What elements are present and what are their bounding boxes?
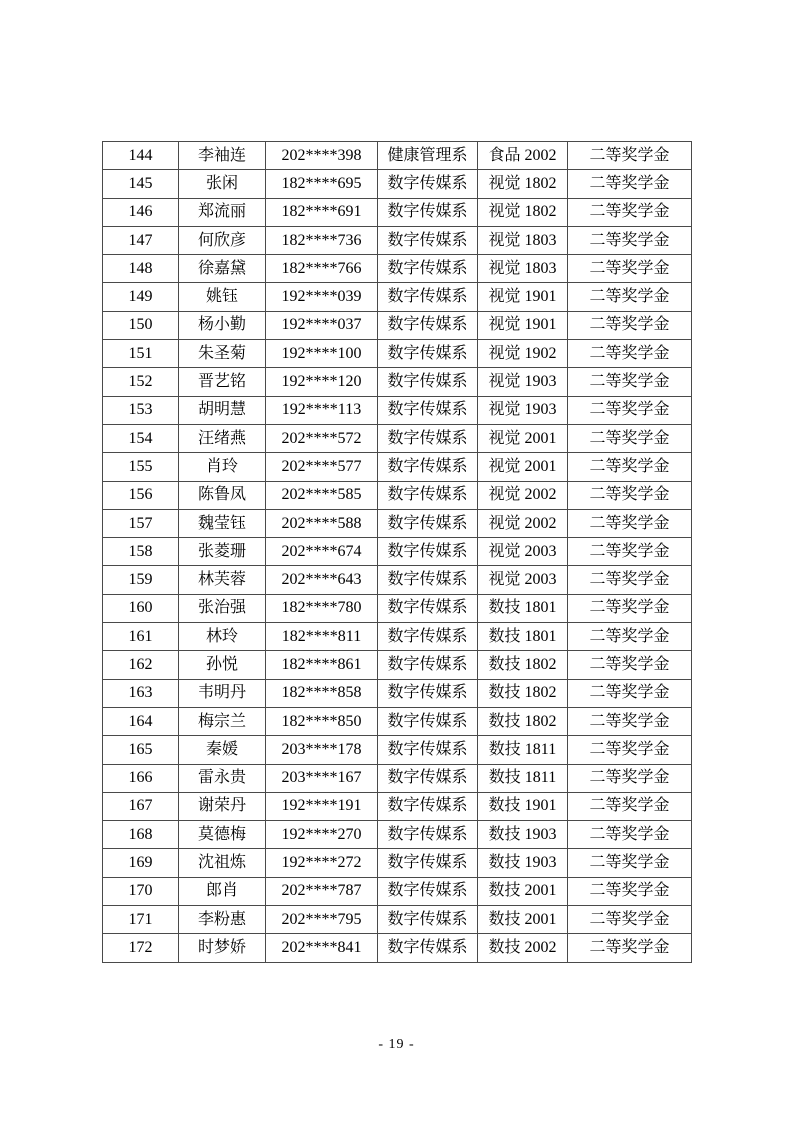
cell-student-id: 192****039	[266, 283, 378, 311]
cell-department: 数字传媒系	[378, 311, 478, 339]
cell-serial-number: 165	[103, 736, 179, 764]
cell-award: 二等奖学金	[568, 424, 692, 452]
cell-student-id: 202****674	[266, 538, 378, 566]
cell-student-name: 魏莹钰	[179, 509, 266, 537]
cell-class: 视觉 1901	[478, 311, 568, 339]
cell-class: 视觉 1903	[478, 396, 568, 424]
cell-student-name: 梅宗兰	[179, 707, 266, 735]
table-row	[103, 764, 692, 792]
cell-class: 视觉 1903	[478, 368, 568, 396]
cell-serial-number: 144	[103, 142, 179, 170]
cell-department: 数字传媒系	[378, 623, 478, 651]
cell-student-id: 202****841	[266, 934, 378, 962]
cell-award: 二等奖学金	[568, 255, 692, 283]
cell-student-name: 张菱珊	[179, 538, 266, 566]
cell-student-name: 郑流丽	[179, 198, 266, 226]
cell-student-name: 姚钰	[179, 283, 266, 311]
cell-student-id: 182****811	[266, 623, 378, 651]
cell-student-id: 182****736	[266, 226, 378, 254]
cell-student-id: 182****780	[266, 594, 378, 622]
cell-department: 数字传媒系	[378, 707, 478, 735]
cell-student-name: 肖玲	[179, 453, 266, 481]
cell-student-name: 李袖连	[179, 142, 266, 170]
table-row	[103, 170, 692, 198]
cell-award: 二等奖学金	[568, 877, 692, 905]
cell-department: 数字传媒系	[378, 340, 478, 368]
cell-student-name: 郎肖	[179, 877, 266, 905]
scholarship-table-body	[103, 142, 692, 963]
cell-award: 二等奖学金	[568, 453, 692, 481]
cell-department: 数字传媒系	[378, 481, 478, 509]
table-row	[103, 142, 692, 170]
cell-award: 二等奖学金	[568, 934, 692, 962]
cell-class: 数技 2002	[478, 934, 568, 962]
cell-department: 数字传媒系	[378, 368, 478, 396]
cell-department: 数字传媒系	[378, 255, 478, 283]
cell-student-id: 182****766	[266, 255, 378, 283]
cell-class: 数技 2001	[478, 906, 568, 934]
table-row	[103, 509, 692, 537]
cell-class: 视觉 1802	[478, 170, 568, 198]
cell-student-id: 192****272	[266, 849, 378, 877]
cell-class: 视觉 1902	[478, 340, 568, 368]
table-row	[103, 821, 692, 849]
cell-student-id: 192****037	[266, 311, 378, 339]
cell-award: 二等奖学金	[568, 538, 692, 566]
cell-award: 二等奖学金	[568, 651, 692, 679]
cell-serial-number: 169	[103, 849, 179, 877]
cell-student-name: 林芙蓉	[179, 566, 266, 594]
cell-student-id: 202****585	[266, 481, 378, 509]
cell-award: 二等奖学金	[568, 340, 692, 368]
cell-student-id: 202****577	[266, 453, 378, 481]
cell-department: 数字传媒系	[378, 906, 478, 934]
cell-department: 数字传媒系	[378, 226, 478, 254]
table-row	[103, 679, 692, 707]
cell-student-id: 182****695	[266, 170, 378, 198]
table-row	[103, 538, 692, 566]
table-row	[103, 481, 692, 509]
cell-award: 二等奖学金	[568, 707, 692, 735]
cell-serial-number: 158	[103, 538, 179, 566]
cell-department: 数字传媒系	[378, 170, 478, 198]
cell-student-id: 192****191	[266, 792, 378, 820]
cell-serial-number: 171	[103, 906, 179, 934]
cell-award: 二等奖学金	[568, 481, 692, 509]
cell-department: 数字传媒系	[378, 736, 478, 764]
cell-department: 数字传媒系	[378, 877, 478, 905]
cell-serial-number: 146	[103, 198, 179, 226]
cell-class: 数技 1811	[478, 764, 568, 792]
cell-class: 视觉 2003	[478, 538, 568, 566]
cell-department: 数字传媒系	[378, 566, 478, 594]
table-row	[103, 792, 692, 820]
table-row	[103, 849, 692, 877]
table-row	[103, 651, 692, 679]
cell-serial-number: 156	[103, 481, 179, 509]
cell-student-id: 192****100	[266, 340, 378, 368]
cell-class: 视觉 2002	[478, 509, 568, 537]
cell-student-name: 莫德梅	[179, 821, 266, 849]
table-row	[103, 340, 692, 368]
cell-serial-number: 150	[103, 311, 179, 339]
cell-student-name: 雷永贵	[179, 764, 266, 792]
cell-department: 数字传媒系	[378, 651, 478, 679]
cell-class: 数技 1811	[478, 736, 568, 764]
cell-class: 视觉 2003	[478, 566, 568, 594]
cell-award: 二等奖学金	[568, 821, 692, 849]
cell-student-name: 汪绪燕	[179, 424, 266, 452]
cell-student-name: 秦媛	[179, 736, 266, 764]
cell-serial-number: 166	[103, 764, 179, 792]
cell-student-name: 晋艺铭	[179, 368, 266, 396]
cell-serial-number: 161	[103, 623, 179, 651]
scholarship-table	[102, 141, 692, 963]
cell-student-name: 李粉惠	[179, 906, 266, 934]
cell-serial-number: 168	[103, 821, 179, 849]
cell-award: 二等奖学金	[568, 594, 692, 622]
cell-student-name: 陈鲁凤	[179, 481, 266, 509]
cell-class: 数技 1802	[478, 707, 568, 735]
cell-serial-number: 172	[103, 934, 179, 962]
cell-class: 数技 1903	[478, 821, 568, 849]
cell-student-name: 徐嘉黛	[179, 255, 266, 283]
cell-award: 二等奖学金	[568, 792, 692, 820]
cell-class: 视觉 1901	[478, 283, 568, 311]
cell-award: 二等奖学金	[568, 170, 692, 198]
table-row	[103, 255, 692, 283]
cell-class: 数技 1802	[478, 651, 568, 679]
cell-serial-number: 147	[103, 226, 179, 254]
table-row	[103, 453, 692, 481]
cell-department: 数字传媒系	[378, 283, 478, 311]
table-row	[103, 566, 692, 594]
cell-department: 数字传媒系	[378, 679, 478, 707]
cell-award: 二等奖学金	[568, 623, 692, 651]
cell-student-id: 192****270	[266, 821, 378, 849]
cell-student-id: 192****113	[266, 396, 378, 424]
cell-department: 数字传媒系	[378, 396, 478, 424]
cell-student-name: 胡明慧	[179, 396, 266, 424]
cell-class: 数技 1801	[478, 623, 568, 651]
cell-class: 数技 1802	[478, 679, 568, 707]
cell-student-id: 202****572	[266, 424, 378, 452]
table-row	[103, 877, 692, 905]
cell-serial-number: 170	[103, 877, 179, 905]
cell-serial-number: 167	[103, 792, 179, 820]
cell-student-name: 谢荣丹	[179, 792, 266, 820]
cell-award: 二等奖学金	[568, 849, 692, 877]
table-row	[103, 934, 692, 962]
table-row	[103, 368, 692, 396]
table-row	[103, 623, 692, 651]
cell-serial-number: 148	[103, 255, 179, 283]
cell-department: 数字传媒系	[378, 594, 478, 622]
cell-department: 数字传媒系	[378, 764, 478, 792]
cell-award: 二等奖学金	[568, 906, 692, 934]
cell-award: 二等奖学金	[568, 509, 692, 537]
cell-serial-number: 151	[103, 340, 179, 368]
cell-department: 数字传媒系	[378, 538, 478, 566]
cell-award: 二等奖学金	[568, 566, 692, 594]
table-row	[103, 906, 692, 934]
cell-award: 二等奖学金	[568, 679, 692, 707]
cell-class: 数技 1801	[478, 594, 568, 622]
cell-class: 视觉 2001	[478, 424, 568, 452]
table-row	[103, 226, 692, 254]
cell-student-id: 182****858	[266, 679, 378, 707]
page-number: - 19 -	[378, 1037, 415, 1052]
cell-award: 二等奖学金	[568, 764, 692, 792]
cell-serial-number: 153	[103, 396, 179, 424]
cell-student-id: 202****795	[266, 906, 378, 934]
table-row	[103, 198, 692, 226]
cell-class: 视觉 2001	[478, 453, 568, 481]
cell-student-id: 202****787	[266, 877, 378, 905]
cell-serial-number: 157	[103, 509, 179, 537]
cell-class: 数技 2001	[478, 877, 568, 905]
cell-class: 食品 2002	[478, 142, 568, 170]
cell-class: 视觉 2002	[478, 481, 568, 509]
cell-student-name: 韦明丹	[179, 679, 266, 707]
table-row	[103, 707, 692, 735]
cell-student-id: 192****120	[266, 368, 378, 396]
cell-serial-number: 163	[103, 679, 179, 707]
cell-student-id: 202****588	[266, 509, 378, 537]
cell-class: 数技 1903	[478, 849, 568, 877]
cell-student-id: 203****178	[266, 736, 378, 764]
cell-class: 数技 1901	[478, 792, 568, 820]
cell-student-name: 孙悦	[179, 651, 266, 679]
cell-serial-number: 145	[103, 170, 179, 198]
cell-serial-number: 160	[103, 594, 179, 622]
cell-serial-number: 149	[103, 283, 179, 311]
cell-class: 视觉 1803	[478, 226, 568, 254]
cell-award: 二等奖学金	[568, 142, 692, 170]
cell-serial-number: 155	[103, 453, 179, 481]
cell-student-id: 182****861	[266, 651, 378, 679]
cell-serial-number: 164	[103, 707, 179, 735]
cell-class: 视觉 1802	[478, 198, 568, 226]
table-row	[103, 311, 692, 339]
cell-award: 二等奖学金	[568, 226, 692, 254]
table-row	[103, 424, 692, 452]
cell-serial-number: 152	[103, 368, 179, 396]
cell-department: 数字传媒系	[378, 509, 478, 537]
cell-department: 数字传媒系	[378, 198, 478, 226]
cell-student-name: 时梦娇	[179, 934, 266, 962]
cell-student-name: 杨小勤	[179, 311, 266, 339]
cell-student-id: 182****691	[266, 198, 378, 226]
cell-student-name: 沈祖炼	[179, 849, 266, 877]
cell-department: 数字传媒系	[378, 849, 478, 877]
cell-student-id: 203****167	[266, 764, 378, 792]
cell-award: 二等奖学金	[568, 311, 692, 339]
cell-department: 数字传媒系	[378, 934, 478, 962]
cell-student-id: 202****398	[266, 142, 378, 170]
cell-student-name: 张闲	[179, 170, 266, 198]
table-row	[103, 594, 692, 622]
cell-award: 二等奖学金	[568, 396, 692, 424]
cell-student-name: 何欣彦	[179, 226, 266, 254]
cell-student-id: 202****643	[266, 566, 378, 594]
cell-department: 数字传媒系	[378, 821, 478, 849]
table-row	[103, 736, 692, 764]
cell-award: 二等奖学金	[568, 736, 692, 764]
cell-student-name: 林玲	[179, 623, 266, 651]
cell-award: 二等奖学金	[568, 198, 692, 226]
cell-student-id: 182****850	[266, 707, 378, 735]
cell-department: 数字传媒系	[378, 424, 478, 452]
cell-class: 视觉 1803	[478, 255, 568, 283]
cell-serial-number: 162	[103, 651, 179, 679]
cell-serial-number: 159	[103, 566, 179, 594]
cell-student-name: 张治强	[179, 594, 266, 622]
cell-serial-number: 154	[103, 424, 179, 452]
table-row	[103, 283, 692, 311]
cell-award: 二等奖学金	[568, 283, 692, 311]
cell-department: 数字传媒系	[378, 792, 478, 820]
cell-award: 二等奖学金	[568, 368, 692, 396]
cell-department: 数字传媒系	[378, 453, 478, 481]
table-row	[103, 396, 692, 424]
cell-student-name: 朱圣菊	[179, 340, 266, 368]
cell-department: 健康管理系	[378, 142, 478, 170]
